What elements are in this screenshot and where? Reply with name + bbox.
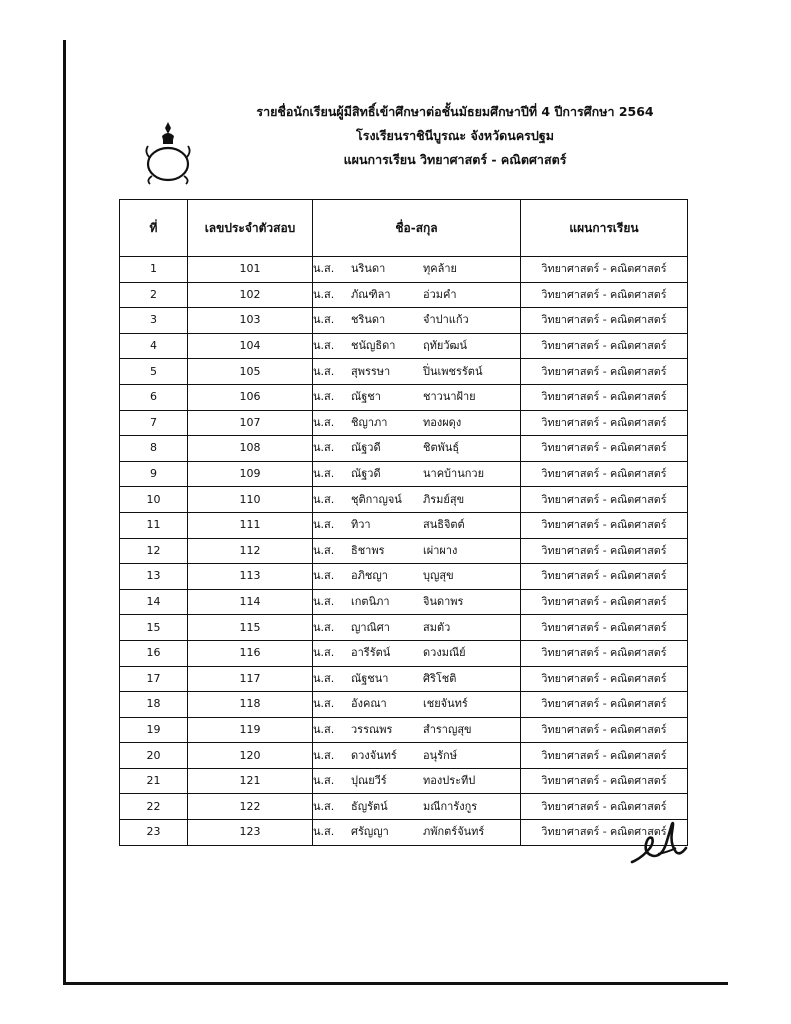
cell-no: 12	[120, 538, 188, 564]
study-plan-title: แผนการเรียน วิทยาศาสตร์ - คณิตศาสตร์	[343, 152, 567, 167]
cell-no: 5	[120, 359, 188, 385]
last-name: ศิริโชติ	[423, 671, 457, 685]
cell-name	[313, 333, 521, 359]
cell-name	[313, 640, 521, 666]
last-name: อนุรักษ์	[423, 748, 457, 762]
first-name: เกตนิภา	[351, 595, 390, 609]
first-name: นรินดา	[351, 262, 386, 276]
cell-name	[313, 538, 521, 564]
cell-exam-id: 111	[188, 512, 313, 538]
name-title: น.ส.	[313, 748, 335, 762]
table-row	[120, 640, 688, 666]
cell-name	[313, 487, 521, 513]
table-row	[120, 666, 688, 692]
cell-plan: วิทยาศาสตร์ - คณิตศาสตร์	[521, 743, 688, 769]
first-name: ชนัญธิดา	[351, 339, 396, 353]
cell-plan: วิทยาศาสตร์ - คณิตศาสตร์	[521, 666, 688, 692]
last-name: จินดาพร	[423, 595, 464, 609]
name-title: น.ส.	[313, 415, 335, 429]
student-roster-table	[119, 199, 688, 846]
cell-no: 16	[120, 640, 188, 666]
last-name: ภพักตร์จันทร์	[423, 825, 485, 839]
first-name: ภัณฑิลา	[351, 287, 391, 301]
last-name: ชิตพันธุ์	[423, 441, 460, 455]
name-title: น.ส.	[313, 313, 335, 327]
cell-exam-id: 108	[188, 436, 313, 462]
cell-no: 11	[120, 512, 188, 538]
cell-exam-id: 123	[188, 820, 313, 846]
last-name: จำปาแก้ว	[423, 313, 469, 327]
first-name: ณัฐชา	[351, 390, 381, 404]
table-row	[120, 564, 688, 590]
last-name: ทองประทีป	[423, 774, 476, 788]
table-row	[120, 589, 688, 615]
cell-exam-id: 122	[188, 794, 313, 820]
column-header-no: ที่	[120, 200, 188, 257]
cell-no: 10	[120, 487, 188, 513]
cell-plan: วิทยาศาสตร์ - คณิตศาสตร์	[521, 640, 688, 666]
cell-no: 2	[120, 282, 188, 308]
cell-exam-id: 116	[188, 640, 313, 666]
table-row	[120, 257, 688, 283]
cell-no: 6	[120, 384, 188, 410]
last-name: ชาวนาฝ้าย	[423, 390, 476, 404]
cell-plan: วิทยาศาสตร์ - คณิตศาสตร์	[521, 717, 688, 743]
cell-plan: วิทยาศาสตร์ - คณิตศาสตร์	[521, 282, 688, 308]
cell-plan: วิทยาศาสตร์ - คณิตศาสตร์	[521, 589, 688, 615]
last-name: ปิ่นเพชรรัตน์	[423, 364, 483, 378]
first-name: อังคณา	[351, 697, 387, 711]
last-name: เผ่าผาง	[423, 543, 458, 557]
cell-exam-id: 101	[188, 257, 313, 283]
cell-no: 14	[120, 589, 188, 615]
table-header-row	[120, 200, 688, 257]
cell-plan: วิทยาศาสตร์ - คณิตศาสตร์	[521, 820, 688, 846]
cell-plan: วิทยาศาสตร์ - คณิตศาสตร์	[521, 512, 688, 538]
name-title: น.ส.	[313, 774, 335, 788]
name-title: น.ส.	[313, 262, 335, 276]
column-header-exam-id: เลขประจำตัวสอบ	[188, 200, 313, 257]
cell-name	[313, 384, 521, 410]
bottom-margin-rule	[63, 982, 728, 985]
first-name: อารีรัตน์	[351, 646, 391, 660]
cell-name	[313, 615, 521, 641]
first-name: อภิชญา	[351, 569, 388, 583]
school-emblem-icon	[140, 118, 196, 188]
cell-no: 22	[120, 794, 188, 820]
cell-exam-id: 105	[188, 359, 313, 385]
first-name: ศรัญญา	[351, 825, 389, 839]
table-row	[120, 743, 688, 769]
first-name: ทิวา	[351, 518, 371, 532]
last-name: นาคบ้านกวย	[423, 467, 485, 481]
table-row	[120, 282, 688, 308]
cell-name	[313, 768, 521, 794]
cell-plan: วิทยาศาสตร์ - คณิตศาสตร์	[521, 333, 688, 359]
first-name: ณัฐวดี	[351, 467, 381, 481]
cell-name	[313, 589, 521, 615]
cell-exam-id: 102	[188, 282, 313, 308]
name-title: น.ส.	[313, 671, 335, 685]
cell-exam-id: 119	[188, 717, 313, 743]
cell-plan: วิทยาศาสตร์ - คณิตศาสตร์	[521, 308, 688, 334]
cell-plan: วิทยาศาสตร์ - คณิตศาสตร์	[521, 384, 688, 410]
cell-no: 4	[120, 333, 188, 359]
name-title: น.ส.	[313, 569, 335, 583]
first-name: ณัฐวดี	[351, 441, 381, 455]
table-row	[120, 487, 688, 513]
name-title: น.ส.	[313, 467, 335, 481]
document-header	[200, 100, 710, 172]
first-name: ชุติกาญจน์	[351, 492, 402, 506]
last-name: ดวงมณีย์	[423, 646, 466, 660]
cell-no: 3	[120, 308, 188, 334]
cell-name	[313, 743, 521, 769]
cell-name	[313, 692, 521, 718]
cell-no: 15	[120, 615, 188, 641]
last-name: ฤทัยวัฒน์	[423, 339, 467, 353]
name-title: น.ส.	[313, 722, 335, 736]
table-row	[120, 768, 688, 794]
first-name: ชิญาภา	[351, 415, 388, 429]
table-row	[120, 615, 688, 641]
cell-exam-id: 109	[188, 461, 313, 487]
table-row	[120, 333, 688, 359]
cell-no: 20	[120, 743, 188, 769]
table-row	[120, 692, 688, 718]
table-row	[120, 538, 688, 564]
last-name: สำราญสุข	[423, 722, 472, 736]
cell-no: 23	[120, 820, 188, 846]
cell-exam-id: 118	[188, 692, 313, 718]
name-title: น.ส.	[313, 287, 335, 301]
name-title: น.ส.	[313, 646, 335, 660]
column-header-name: ชื่อ-สกุล	[313, 200, 521, 257]
cell-name	[313, 512, 521, 538]
cell-exam-id: 110	[188, 487, 313, 513]
signature-icon	[628, 818, 688, 870]
name-title: น.ส.	[313, 697, 335, 711]
cell-no: 7	[120, 410, 188, 436]
last-name: บุญสุข	[423, 569, 454, 583]
cell-name	[313, 820, 521, 846]
table-row	[120, 717, 688, 743]
left-margin-rule	[63, 40, 66, 985]
cell-name	[313, 564, 521, 590]
cell-exam-id: 121	[188, 768, 313, 794]
cell-plan: วิทยาศาสตร์ - คณิตศาสตร์	[521, 359, 688, 385]
cell-no: 9	[120, 461, 188, 487]
cell-no: 8	[120, 436, 188, 462]
cell-exam-id: 117	[188, 666, 313, 692]
table-row	[120, 308, 688, 334]
cell-plan: วิทยาศาสตร์ - คณิตศาสตร์	[521, 538, 688, 564]
cell-name	[313, 794, 521, 820]
table-row	[120, 436, 688, 462]
name-title: น.ส.	[313, 825, 335, 839]
cell-name	[313, 410, 521, 436]
cell-plan: วิทยาศาสตร์ - คณิตศาสตร์	[521, 692, 688, 718]
name-title: น.ส.	[313, 620, 335, 634]
name-title: น.ส.	[313, 799, 335, 813]
name-title: น.ส.	[313, 441, 335, 455]
cell-exam-id: 120	[188, 743, 313, 769]
table-row	[120, 794, 688, 820]
cell-plan: วิทยาศาสตร์ - คณิตศาสตร์	[521, 768, 688, 794]
first-name: สุพรรษา	[351, 364, 391, 378]
first-name: ธิชาพร	[351, 543, 385, 557]
table-row	[120, 384, 688, 410]
last-name: ทองผดุง	[423, 415, 462, 429]
cell-name	[313, 717, 521, 743]
cell-name	[313, 461, 521, 487]
school-name: โรงเรียนราชินีบูรณะ จังหวัดนครปฐม	[356, 128, 554, 143]
cell-plan: วิทยาศาสตร์ - คณิตศาสตร์	[521, 257, 688, 283]
cell-name	[313, 359, 521, 385]
last-name: ภิรมย์สุข	[423, 492, 465, 506]
cell-name	[313, 308, 521, 334]
cell-plan: วิทยาศาสตร์ - คณิตศาสตร์	[521, 410, 688, 436]
table-row	[120, 359, 688, 385]
name-title: น.ส.	[313, 492, 335, 506]
first-name: ญาณิศา	[351, 620, 390, 634]
table-row	[120, 461, 688, 487]
name-title: น.ส.	[313, 543, 335, 557]
last-name: อ่วมคำ	[423, 287, 457, 301]
table-row	[120, 410, 688, 436]
cell-name	[313, 282, 521, 308]
cell-exam-id: 107	[188, 410, 313, 436]
cell-no: 1	[120, 257, 188, 283]
name-title: น.ส.	[313, 518, 335, 532]
first-name: ธัญรัตน์	[351, 799, 388, 813]
table-row	[120, 512, 688, 538]
cell-plan: วิทยาศาสตร์ - คณิตศาสตร์	[521, 436, 688, 462]
cell-no: 19	[120, 717, 188, 743]
first-name: ดวงจันทร์	[351, 748, 397, 762]
cell-exam-id: 114	[188, 589, 313, 615]
last-name: สมตัว	[423, 620, 451, 634]
cell-plan: วิทยาศาสตร์ - คณิตศาสตร์	[521, 615, 688, 641]
cell-plan: วิทยาศาสตร์ - คณิตศาสตร์	[521, 564, 688, 590]
cell-exam-id: 113	[188, 564, 313, 590]
cell-name	[313, 436, 521, 462]
first-name: วรรณพร	[351, 722, 393, 736]
name-title: น.ส.	[313, 364, 335, 378]
name-title: น.ส.	[313, 339, 335, 353]
last-name: ทุคล้าย	[423, 262, 457, 276]
last-name: มณีการังกูร	[423, 799, 478, 813]
cell-plan: วิทยาศาสตร์ - คณิตศาสตร์	[521, 794, 688, 820]
first-name: ปุณยวีร์	[351, 774, 387, 788]
cell-plan: วิทยาศาสตร์ - คณิตศาสตร์	[521, 461, 688, 487]
column-header-plan: แผนการเรียน	[521, 200, 688, 257]
cell-no: 17	[120, 666, 188, 692]
first-name: ณัฐชนา	[351, 671, 389, 685]
first-name: ชรินดา	[351, 313, 386, 327]
last-name: เชยจันทร์	[423, 697, 468, 711]
last-name: สนธิจิตต์	[423, 518, 465, 532]
cell-exam-id: 106	[188, 384, 313, 410]
cell-exam-id: 103	[188, 308, 313, 334]
cell-name	[313, 257, 521, 283]
document-title: รายชื่อนักเรียนผู้มีสิทธิ์เข้าศึกษาต่อชั้นมัธยมศึกษาปีที่ 4 ปีการศึกษา 2564	[256, 104, 654, 119]
cell-no: 13	[120, 564, 188, 590]
name-title: น.ส.	[313, 390, 335, 404]
name-title: น.ส.	[313, 595, 335, 609]
cell-exam-id: 115	[188, 615, 313, 641]
table-row	[120, 820, 688, 846]
cell-name	[313, 666, 521, 692]
cell-no: 21	[120, 768, 188, 794]
cell-plan: วิทยาศาสตร์ - คณิตศาสตร์	[521, 487, 688, 513]
cell-exam-id: 104	[188, 333, 313, 359]
cell-exam-id: 112	[188, 538, 313, 564]
cell-no: 18	[120, 692, 188, 718]
roster-body	[120, 257, 688, 846]
